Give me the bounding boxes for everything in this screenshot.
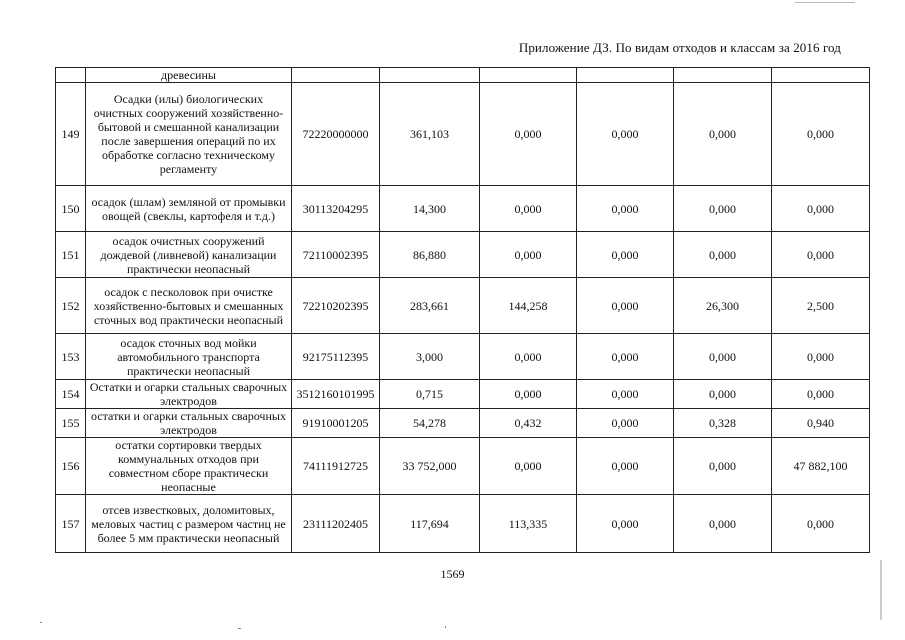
- cell-name: древесины: [86, 68, 292, 83]
- cell-code: 72110002395: [292, 232, 380, 278]
- cell-code: [292, 68, 380, 83]
- cell-code: 3512160101995: [292, 380, 380, 409]
- cell-value: 3,000: [380, 334, 480, 380]
- cell-value: 0,000: [674, 380, 772, 409]
- cell-value: 0,000: [772, 83, 870, 186]
- cell-name: Остатки и огарки стальных сварочных электродов: [86, 380, 292, 409]
- cell-code: 91910001205: [292, 409, 380, 438]
- cell-value: 0,940: [772, 409, 870, 438]
- cell-value: [480, 68, 577, 83]
- cell-value: 47 882,100: [772, 438, 870, 495]
- cell-value: 0,000: [480, 380, 577, 409]
- page-header: Приложение ДЗ. По видам отходов и классам за 2016 год: [518, 40, 841, 55]
- cell-value: 33 752,000: [380, 438, 480, 495]
- waste-table: [55, 67, 870, 553]
- cell-value: 0,000: [772, 495, 870, 553]
- cell-num: [56, 68, 86, 83]
- cell-value: 0,000: [674, 83, 772, 186]
- scan-speck: [445, 626, 446, 628]
- cell-value: 0,000: [772, 232, 870, 278]
- cell-value: 0,000: [480, 186, 577, 232]
- continuation-row: [56, 68, 870, 83]
- cell-value: 0,000: [480, 334, 577, 380]
- table-row: [56, 409, 870, 438]
- cell-value: [772, 68, 870, 83]
- cell-value: 86,880: [380, 232, 480, 278]
- cell-name: Осадки (илы) биологических очистных сооружений хозяйственно-бытовой и смешанной канализации после завершения операций по их обработке согласно техническому регламенту: [86, 83, 292, 186]
- cell-num: 156: [56, 438, 86, 495]
- scan-speck: [880, 560, 882, 620]
- cell-value: 0,000: [577, 438, 674, 495]
- cell-value: 0,328: [674, 409, 772, 438]
- cell-name: остатки и огарки стальных сварочных электродов: [86, 409, 292, 438]
- cell-code: 74111912725: [292, 438, 380, 495]
- cell-value: 0,000: [772, 380, 870, 409]
- cell-value: 0,000: [674, 186, 772, 232]
- cell-value: 2,500: [772, 278, 870, 334]
- page-number: 1569: [440, 567, 465, 581]
- cell-value: 361,103: [380, 83, 480, 186]
- cell-value: 54,278: [380, 409, 480, 438]
- cell-value: [577, 68, 674, 83]
- cell-name: осадок очистных сооружений дождевой (ливневой) канализации практически неопасный: [86, 232, 292, 278]
- cell-value: 0,000: [772, 186, 870, 232]
- cell-value: 0,000: [674, 232, 772, 278]
- cell-value: 117,694: [380, 495, 480, 553]
- table-row: [56, 186, 870, 232]
- cell-value: 0,000: [577, 278, 674, 334]
- cell-value: 0,000: [480, 232, 577, 278]
- cell-code: 23111202405: [292, 495, 380, 553]
- cell-name: остатки сортировки твердых коммунальных отходов при совместном сборе практически неопасные: [86, 438, 292, 495]
- scan-speck: [238, 628, 241, 629]
- cell-value: 0,715: [380, 380, 480, 409]
- cell-value: [674, 68, 772, 83]
- cell-num: 157: [56, 495, 86, 553]
- cell-code: 72220000000: [292, 83, 380, 186]
- table-row: [56, 278, 870, 334]
- cell-value: 283,661: [380, 278, 480, 334]
- cell-name: осадок с песколовок при очистке хозяйственно-бытовых и смешанных сточных вод практически неопасный: [86, 278, 292, 334]
- cell-code: 30113204295: [292, 186, 380, 232]
- cell-code: 72210202395: [292, 278, 380, 334]
- cell-num: 149: [56, 83, 86, 186]
- cell-value: 14,300: [380, 186, 480, 232]
- cell-value: [380, 68, 480, 83]
- cell-value: 0,000: [480, 438, 577, 495]
- cell-value: 0,000: [577, 334, 674, 380]
- cell-value: 144,258: [480, 278, 577, 334]
- cell-value: 0,000: [674, 495, 772, 553]
- cell-value: 0,000: [674, 438, 772, 495]
- cell-value: 0,000: [577, 495, 674, 553]
- cell-value: 0,432: [480, 409, 577, 438]
- cell-value: 0,000: [577, 83, 674, 186]
- table-row: [56, 380, 870, 409]
- table-row: [56, 334, 870, 380]
- cell-num: 152: [56, 278, 86, 334]
- cell-value: 0,000: [577, 380, 674, 409]
- cell-code: 92175112395: [292, 334, 380, 380]
- cell-value: 0,000: [577, 186, 674, 232]
- cell-value: 0,000: [577, 232, 674, 278]
- cell-num: 154: [56, 380, 86, 409]
- table-body: [56, 68, 870, 553]
- cell-value: 0,000: [480, 83, 577, 186]
- cell-value: 0,000: [674, 334, 772, 380]
- table-row: [56, 438, 870, 495]
- cell-value: 26,300: [674, 278, 772, 334]
- cell-value: 113,335: [480, 495, 577, 553]
- cell-num: 155: [56, 409, 86, 438]
- cell-num: 151: [56, 232, 86, 278]
- cell-value: 0,000: [772, 334, 870, 380]
- cell-name: осадок (шлам) земляной от промывки овощей (свеклы, картофеля и т.д.): [86, 186, 292, 232]
- cell-value: 0,000: [577, 409, 674, 438]
- table-row: [56, 495, 870, 553]
- cell-name: осадок сточных вод мойки автомобильного транспорта практически неопасный: [86, 334, 292, 380]
- cell-num: 153: [56, 334, 86, 380]
- table-row: [56, 232, 870, 278]
- cell-name: отсев известковых, доломитовых, меловых частиц с размером частиц не более 5 мм практически неопасный: [86, 495, 292, 553]
- cell-num: 150: [56, 186, 86, 232]
- scan-speck: [795, 2, 855, 3]
- scan-speck: [40, 622, 42, 623]
- table-row: [56, 83, 870, 186]
